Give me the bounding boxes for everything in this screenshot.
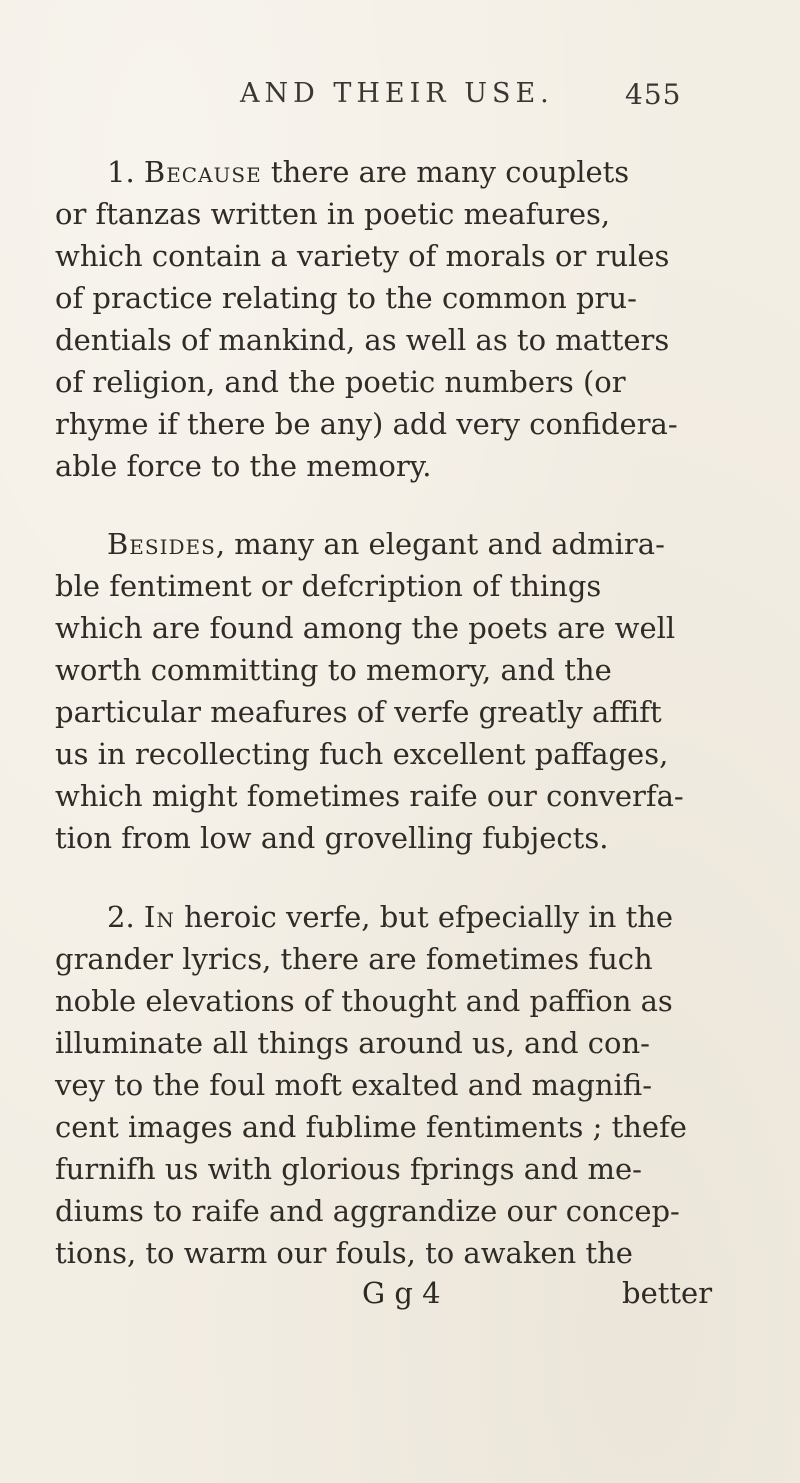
page-number: 455: [625, 78, 682, 111]
text-line: or ftanzas written in poetic meafures,: [55, 197, 611, 231]
text-line: us in recollecting fuch excellent paffages,: [55, 737, 669, 771]
text-line: ble fentiment or defcription of things: [55, 569, 602, 603]
text-line: which might fometimes raife our converfa-: [55, 779, 684, 813]
text-line: cent images and fublime fentiments ; thefe: [55, 1110, 687, 1144]
text-line: diums to raife and aggrandize our concep-: [55, 1194, 680, 1228]
text-line: tion from low and grovelling fubjects.: [55, 821, 609, 855]
text-line: of religion, and the poetic numbers (or: [55, 365, 626, 399]
text-line: which contain a variety of morals or rules: [55, 239, 670, 273]
text-line: of practice relating to the common pru-: [55, 281, 637, 315]
text-line: illuminate all things around us, and con-: [55, 1026, 650, 1060]
text-line: particular meafures of verfe greatly affift: [55, 695, 662, 729]
text-line: noble elevations of thought and paffion as: [55, 984, 673, 1018]
signature-mark: G g 4: [362, 1276, 441, 1310]
text-line: tions, to warm our fouls, to awaken the: [55, 1236, 633, 1270]
text-line: 2. In heroic verfe, but efpecially in the: [107, 900, 674, 934]
text-line: furnifh us with glorious fprings and me-: [55, 1152, 642, 1186]
catchword: better: [622, 1276, 713, 1310]
text-line: vey to the foul moft exalted and magnifi-: [55, 1068, 652, 1102]
text-line: able force to the memory.: [55, 449, 432, 483]
text-line: rhyme if there be any) add very confidera-: [55, 407, 678, 441]
text-line: grander lyrics, there are fometimes fuch: [55, 942, 653, 976]
text-line: Besides, many an elegant and admira-: [107, 527, 665, 561]
text-line: which are found among the poets are well: [55, 611, 676, 645]
text-line: dentials of mankind, as well as to matters: [55, 323, 670, 357]
text-line: 1. Because there are many couplets: [107, 155, 630, 189]
text-line: worth committing to memory, and the: [55, 653, 612, 687]
running-title: AND THEIR USE.: [240, 78, 554, 109]
